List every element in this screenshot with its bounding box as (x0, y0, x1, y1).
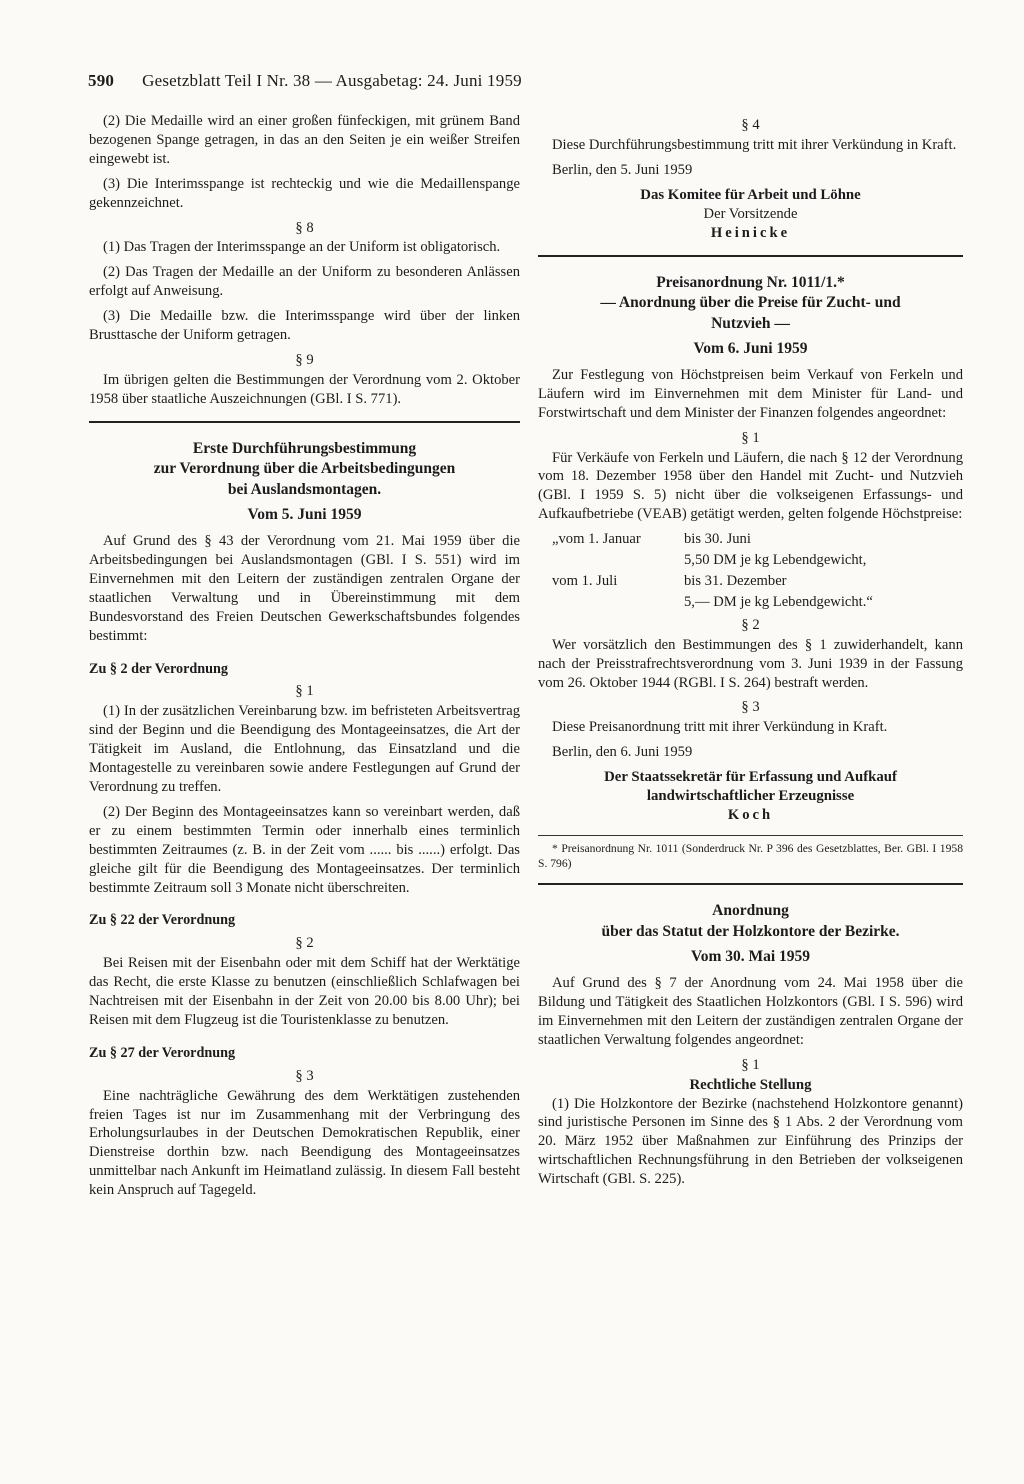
signatory-organization: Das Komitee für Arbeit und Löhne (640, 186, 861, 203)
paragraph: Zur Festlegung von Höchstpreisen beim Verkauf von Ferkeln und Läufern wird im Einvernehmen mit dem Minister für Land- und Forstwirtschaft und dem Minister der Finanzen folgendes angeordnet: (538, 366, 963, 421)
paragraph: Für Verkäufe von Ferkeln und Läufern, die nach § 12 der Verordnung vom 18. Dezember 1958 über den Handel mit Zucht- und Nutzvieh (GBl. I 1959 S. 5) nicht über die volkseigenen Erfassungs- und Aufkaufbetriebe (VEAB) getätigt werden, gelten folgende Höchstpreise: (538, 449, 963, 523)
right-column (538, 112, 963, 1195)
paragraph: (2) Der Beginn des Montageeinsatzes kann so vereinbart werden, daß er zu einem bestimmten Termin oder innerhalb eines terminlich bestimmten Zeitraumes (z. B. in der Zeit vom ...... bis ......) erfolgt. Das gleiche gilt für die Beendigung des Montageeinsatzes. Der terminlich bestimmte Zeitraum soll 3 Monate nicht überschreiten. (89, 803, 520, 896)
place-date: Berlin, den 6. Juni 1959 (552, 744, 693, 761)
paragraph: Auf Grund des § 43 der Verordnung vom 21. Mai 1959 über die Arbeitsbedingungen bei Auslandsmontagen (GBl. I S. 551) wird im Einvernehmen mit den Leitern der zuständigen zentralen Organe der staatlichen Verwaltung und in Übereinstimmung mit dem Bundesvorstand des Freien Deutschen Gewerkschaftsbundes folgendes bestimmt: (89, 533, 520, 644)
document-title: zur Verordnung über die Arbeitsbedingungen (153, 460, 456, 478)
section-heading: § 4 (741, 117, 760, 133)
signatory-name: Heinicke (710, 224, 791, 241)
price-period-to: bis 31. Dezember (684, 573, 787, 589)
document-title: Nutzvieh — (711, 314, 790, 332)
paragraph: (3) Die Interimsspange ist rechteckig und wie die Medaillenspange gekennzeichnet. (89, 175, 520, 211)
paragraph: (1) In der zusätzlichen Vereinbarung bzw. im befristeten Arbeitsvertrag sind der Beginn und die Beendigung des Montageeinsatzes, die Art der Tätigkeit im Ausland, die Entlohnung, das Einsatzland und die Montagestelle zu vereinbaren sowie andere Festlegungen auf Grund der Verordnung zu treffen. (89, 703, 520, 795)
price-period-from: vom 1. Juli (552, 573, 618, 589)
signatory-organization: landwirtschaftlicher Erzeugnisse (646, 788, 855, 805)
paragraph: (3) Die Medaille bzw. die Interimsspange wird über der linken Brusttasche der Uniform getragen. (89, 308, 520, 344)
footnote: * Preisanordnung Nr. 1011 (Sonderdruck Nr. P 396 des Gesetzblattes, Ber. GBl. I 1958 S. 796) (538, 842, 963, 870)
document-title: Erste Durchführungsbestimmung (192, 439, 417, 457)
document-title: Anordnung (712, 902, 789, 920)
price-period-to: bis 30. Juni (684, 531, 751, 548)
paragraph: Im übrigen gelten die Bestimmungen der Verordnung vom 2. Oktober 1958 über staatliche Auszeichnungen (GBl. I S. 771). (89, 371, 520, 407)
signatory-organization: Der Staatssekretär für Erfassung und Aufkauf (604, 769, 897, 786)
gazette-header-title: Gesetzblatt Teil I Nr. 38 — Ausgabetag: 24. Juni 1959 (142, 71, 522, 90)
paragraph: (1) Das Tragen der Interimsspange an der Uniform ist obligatorisch. (103, 239, 501, 256)
divider (538, 255, 963, 257)
footnote-divider (538, 835, 963, 836)
place-date: Berlin, den 5. Juni 1959 (552, 161, 693, 178)
document-title: bei Auslandsmontagen. (227, 480, 382, 498)
document-date: Vom 5. Juni 1959 (247, 506, 362, 524)
subheading: Zu § 22 der Verordnung (89, 912, 236, 929)
subheading: Zu § 2 der Verordnung (89, 660, 229, 677)
paragraph: Eine nachträgliche Gewährung des dem Werktätigen zustehenden freien Tages ist nur im Zusammenhang mit der Verbringung des Erholungsurlaubes in der Deutschen Demokratischen Republik, einer Dienstreise dorthin bzw. nach Beendigung des Montageeinsatzes unmittelbar nach Ankunft im Heimatland zulässig. In diesem Fall besteht kein Anspruch auf Tagegeld. (89, 1087, 520, 1199)
document-title: — Anordnung über die Preise für Zucht- und (600, 294, 901, 312)
section-heading: § 8 (295, 219, 314, 236)
price-period-row (538, 530, 963, 549)
divider (538, 883, 963, 885)
document-date: Vom 30. Mai 1959 (690, 948, 811, 966)
paragraph: Diese Preisanordnung tritt mit ihrer Verkündung in Kraft. (552, 719, 888, 736)
section-heading: § 1 (295, 683, 314, 700)
section-heading: § 2 (295, 935, 314, 952)
paragraph: Bei Reisen mit der Eisenbahn oder mit dem Schiff hat der Werktätige das Recht, die erste Klasse zu benutzen (einschließlich Schlafwagen bei Nachtreisen mit der Eisenbahn in der Zeit von 20.00 bis 8.00 Uhr); bei Reisen mit dem Flugzeug ist die Touristenklasse zu benutzen. (89, 955, 520, 1028)
section-heading: § 3 (741, 699, 760, 716)
signatory-role: Der Vorsitzende (703, 205, 798, 222)
section-heading: § 9 (295, 351, 314, 368)
page-header (88, 71, 960, 91)
subheading: Zu § 27 der Verordnung (89, 1044, 236, 1061)
section-heading: § 2 (741, 616, 760, 633)
paragraph: Auf Grund des § 7 der Anordnung vom 24. Mai 1958 über die Bildung und Tätigkeit des Staatlichen Holzkontors (GBl. I S. 596) wird im Einvernehmen mit den Leitern der zuständigen zentralen Organe der staatlichen Verwaltung folgendes angeordnet: (538, 974, 963, 1048)
price-period-from: „vom 1. Januar (552, 531, 641, 548)
document-title: über das Statut der Holzkontore der Bezirke. (601, 922, 900, 940)
section-heading: § 3 (295, 1067, 314, 1084)
paragraph: (2) Die Medaille wird an einer großen fünfeckigen, mit grünem Band bezogenen Spange getragen, in das an den Seiten je ein weißer Streifen eingewebt ist. (89, 113, 520, 167)
page-number: 590 (88, 71, 115, 90)
paragraph: (1) Die Holzkontore der Bezirke (nachstehend Holzkontore genannt) sind juristische Personen im Sinne des § 1 Abs. 2 der Verordnung vom 20. März 1952 über Maßnahmen zur Einführung des Prinzips der wirtschaftlichen Rechnungsführung in den Betrieben der volkseigenen Wirtschaft (GBl. S. 225). (538, 1095, 963, 1188)
document-date: Vom 6. Juni 1959 (693, 340, 808, 358)
section-heading: § 1 (741, 1056, 760, 1073)
section-heading: § 1 (741, 429, 760, 446)
signatory-name: Koch (727, 807, 774, 824)
paragraph: (2) Das Tragen der Medaille an der Uniform zu besonderen Anlässen erfolgt auf Anweisung. (89, 264, 520, 300)
paragraph: Diese Durchführungsbestimmung tritt mit ihrer Verkündung in Kraft. (552, 136, 957, 153)
left-column (89, 112, 520, 1206)
price-period-row (538, 572, 963, 591)
paragraph: Wer vorsätzlich den Bestimmungen des § 1 zuwiderhandelt, kann nach der Preisstrafrechtsverordnung vom 3. Juni 1939 in der Fassung vom 26. Oktober 1944 (RGBl. I S. 264) bestraft werden. (538, 636, 963, 691)
section-title: Rechtliche Stellung (689, 1076, 812, 1093)
divider (89, 421, 520, 423)
price-value: 5,— DM je kg Lebendgewicht.“ (684, 593, 873, 610)
price-value: 5,50 DM je kg Lebendgewicht, (684, 552, 867, 569)
document-title: Preisanordnung Nr. 1011/1.* (656, 273, 845, 291)
